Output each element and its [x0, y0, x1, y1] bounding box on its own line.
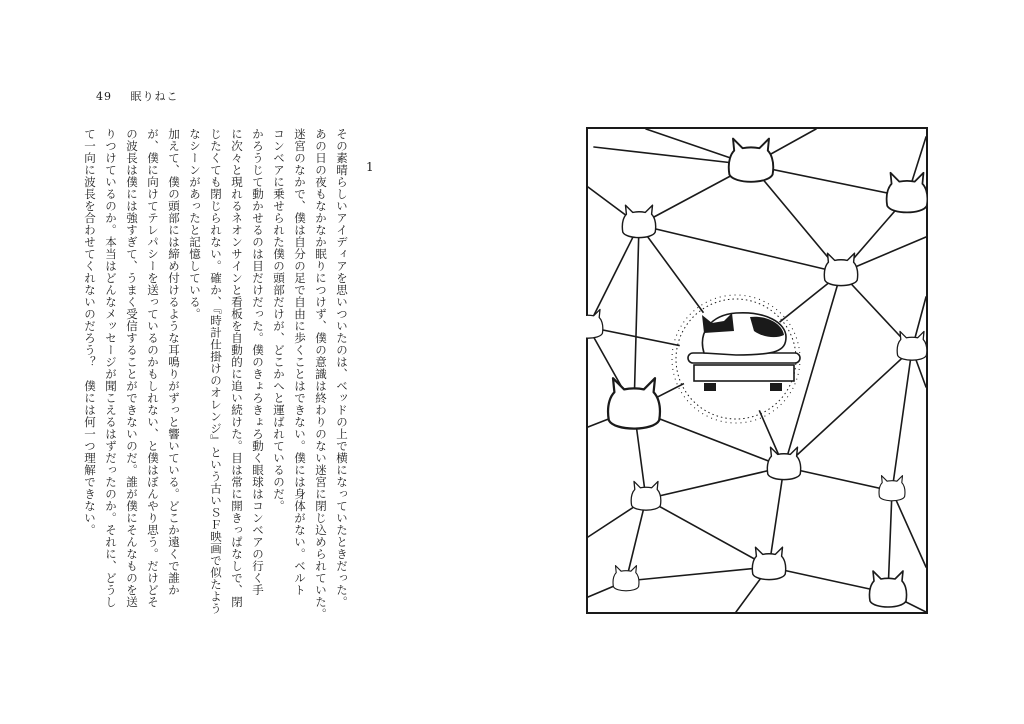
body-text: [83, 128, 352, 628]
body-line: じたくても閉じられない。確か、『時計仕掛けのオレンジ』という古いＳＦ映画で似たよう: [209, 128, 223, 615]
page-number: 49: [96, 90, 112, 103]
body-line: コンベアに乗せられた僕の頭部だけが、どこかへと運ばれているのだ。: [272, 128, 286, 512]
chapter-title: 眠りねこ: [130, 90, 179, 103]
body-line: あの日の夜もなかなか眠りにつけず、僕の意識は終わりのない迷宮に閉じ込められていた。: [314, 128, 328, 620]
body-line: りつけているのか。本当はどんなメッセージが聞こえるはずだったのか。それに、どうし: [104, 128, 118, 608]
body-line: その素晴らしいアイディアを思いついたのは、ベッドの上で横になっていたときだった。: [335, 128, 349, 608]
body-line: が、僕に向けてテレパシーを送っているのかもしれない、と僕はぼんやり思う。だけどそ: [146, 128, 160, 608]
body-line: て一向に波長を合わせてくれないのだろう？ 僕には何一つ理解できない。: [83, 128, 97, 536]
body-line: かろうじて動かせるのは目だけだった。僕のきょろきょろ動く眼球はコンベアの行く手: [251, 128, 265, 596]
body-line: 迷宮のなかで、僕は自分の足で自由に歩くことはできない。僕には身体がない。ベルト: [293, 128, 307, 596]
body-line: の波長は僕には強すぎて、うまく受信することができないのだ。誰が僕にそんなものを送: [125, 128, 139, 608]
illustration-svg: [586, 127, 928, 614]
section-number: 1: [366, 160, 374, 174]
body-line: に次々と現れるネオンサインと看板を自動的に追い続けた。目は常に開きっぱなしで、閉: [230, 128, 244, 608]
running-head: [96, 88, 179, 104]
body-line: 加えて、僕の頭部には締め付けるような耳鳴りがずっと響いている。どこか遠くで誰か: [167, 128, 181, 596]
body-line: なシーンがあったと記憶している。: [188, 128, 202, 320]
cat-network-illustration: [586, 127, 928, 614]
